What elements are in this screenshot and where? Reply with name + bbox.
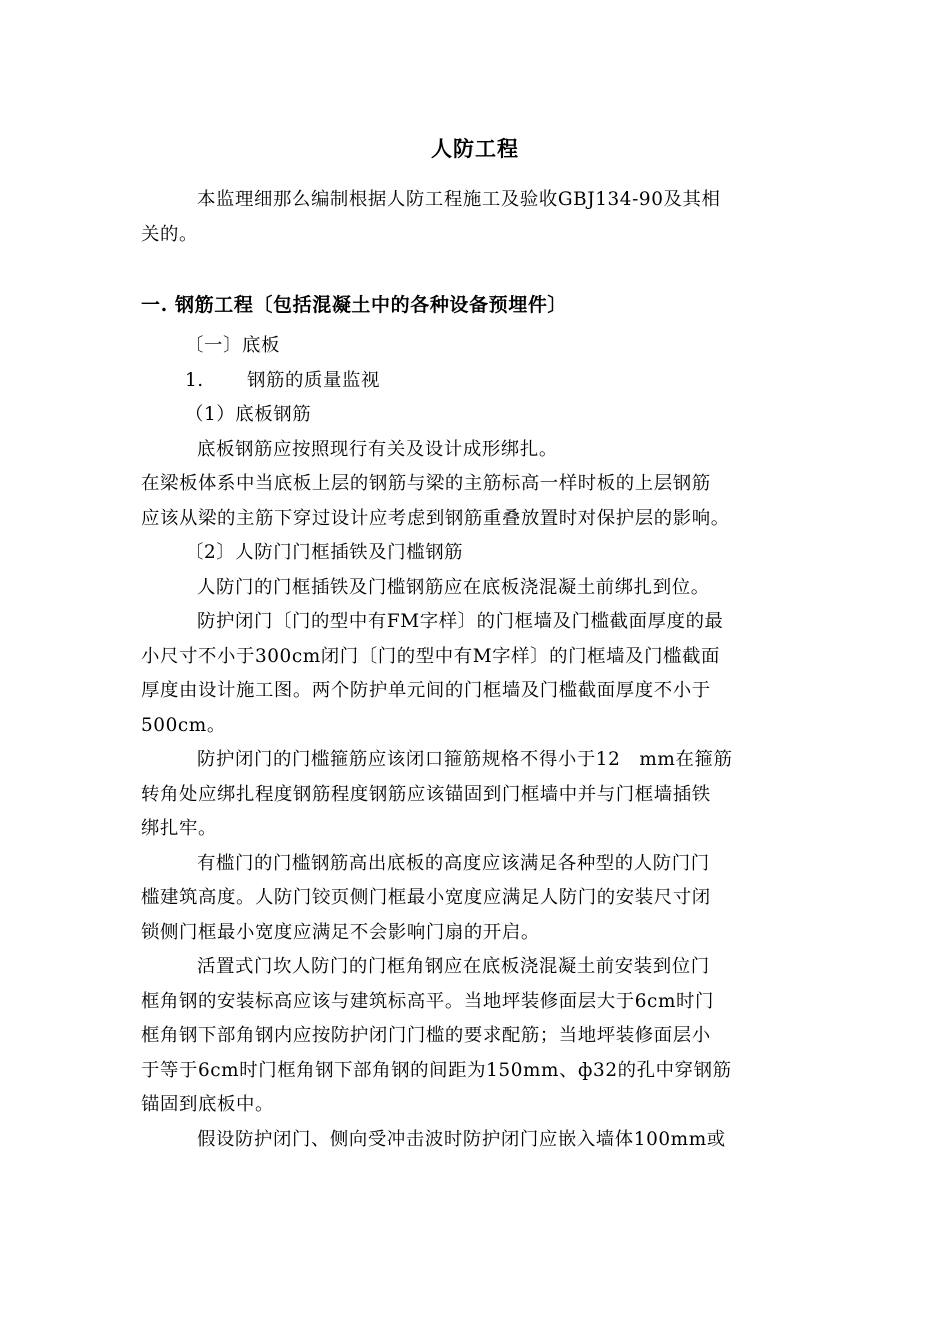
point2-p5-line-5: 锚固到底板中。	[141, 1094, 274, 1115]
point2-p3-line-2: 转角处应绑扎程度钢筋程度钢筋应该锚固到门框墙中并与门框墙插铁	[141, 783, 711, 805]
point2-p4-line-1: 有槛门的门槛钢筋高出底板的高度应该满足各种型的人防门门	[197, 852, 710, 874]
point2-p4-line-3: 锁侧门框最小宽度应满足不会影响门扇的开启。	[141, 921, 540, 943]
point2-p5-line-1: 活置式门坎人防门的门框角钢应在底板浇混凝土前安装到位门	[197, 956, 710, 977]
intro-line-2: 关的。	[141, 223, 198, 245]
numbered-item	[141, 364, 817, 399]
point2-p2-line-2: 小尺寸不小于300cm闭门〔门的型中有M字样〕的门框墙及门槛截面	[141, 645, 721, 667]
section-heading: 一. 钢筋工程〔包括混凝土中的各种设备预埋件〕	[141, 294, 568, 316]
point1-line-2: 在梁板体系中当底板上层的钢筋与梁的主筋标高一样时板的上层钢筋	[141, 473, 711, 494]
point2-p4-line-2: 槛建筑高度。人防门铰页侧门框最小宽度应满足人防门的安装尺寸闭	[141, 887, 711, 908]
point2-p3-line-3: 绑扎牢。	[141, 818, 217, 839]
page-title: 人防工程	[431, 136, 519, 161]
intro-paragraph	[141, 183, 817, 252]
point2-p1-line-1: 人防门的门框插铁及门槛钢筋应在底板浇混凝土前绑扎到位。	[197, 576, 710, 598]
item-text: 钢筋的质量监视	[247, 369, 380, 391]
point1-line-3: 应该从梁的主筋下穿过设计应考虑到钢筋重叠放置时对保护层的影响。	[141, 507, 730, 529]
point1-line-1: 底板钢筋应按照现行有关及设计成形绑扎。	[197, 438, 558, 460]
item-number: 1.	[185, 369, 204, 391]
section-body	[141, 329, 817, 1157]
point2-p5-line-4: 于等于6cm时门框角钢下部角钢的间距为150mm、ф32的孔中穿钢筋	[141, 1059, 732, 1081]
point2-p6-line-1: 假设防护闭门、侧向受冲击波时防护闭门应嵌入墙体100mm或	[197, 1128, 726, 1150]
point2-p5-line-2: 框角钢的安装标高应该与建筑标高平。当地坪装修面层大于6cm时门	[141, 990, 714, 1012]
point2-p5-line-3: 框角钢下部角钢内应按防护闭门门槛的要求配筋；当地坪装修面层小	[141, 1025, 711, 1046]
point2-p2-line-1: 防护闭门〔门的型中有FM字样〕的门框墙及门槛截面厚度的最	[197, 611, 724, 632]
point2-p3-line-1: 防护闭门的门槛箍筋应该闭口箍筋规格不得小于12 mm在箍筋	[197, 749, 733, 770]
point-heading-2: 〔2〕人防门门框插铁及门槛钢筋	[185, 542, 464, 563]
subsection-heading: 〔一〕底板	[185, 335, 280, 356]
intro-line-1: 本监理细那么编制根据人防工程施工及验收GBJ134-90及其相	[197, 189, 721, 210]
point2-p2-line-3: 厚度由设计施工图。两个防护单元间的门框墙及门槛截面厚度不小于	[141, 680, 711, 701]
point2-p2-line-4: 500cm。	[141, 714, 226, 736]
point-heading-1: （1）底板钢筋	[185, 404, 312, 425]
